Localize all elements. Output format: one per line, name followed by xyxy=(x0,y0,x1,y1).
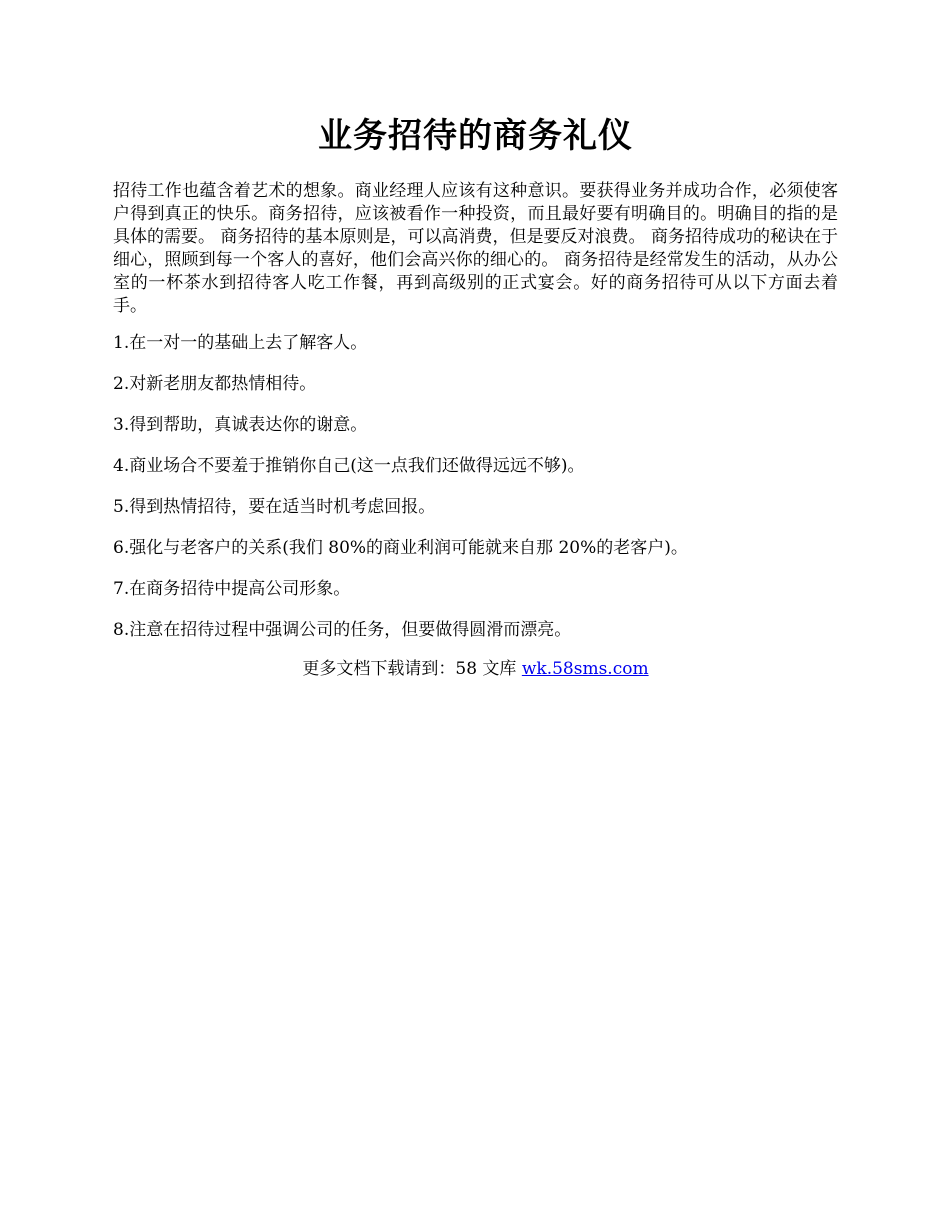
footer-text: 更多文档下载请到：58 文库 xyxy=(302,659,522,679)
tip-item-3: 3.得到帮助，真诚表达你的谢意。 xyxy=(113,415,368,435)
intro-paragraph: 招待工作也蕴含着艺术的想象。商业经理人应该有这种意识。要获得业务并成功合作，必须使客户得到真正的快乐。商务招待，应该被看作一种投资，而且最好要有明确目的。明确目的指的是具体的需要。 商务招待的基本原则是，可以高消费，但是要反对浪费。 商务招待成功的秘诀在于细心，照顾到每一个客人的喜好，他们会高兴你的细心的。 商务招待是经常发生的活动，从办公室的一杯茶水到招待客人吃工作餐，再到高级别的正式宴会。好的商务招待可从以下方面去着手。 xyxy=(113,181,838,316)
footer-link[interactable]: wk.58sms.com xyxy=(521,659,649,679)
tip-item-8: 8.注意在招待过程中强调公司的任务，但要做得圆滑而漂亮。 xyxy=(113,620,572,640)
tip-item-6: 6.强化与老客户的关系(我们 80%的商业利润可能就来自那 20%的老客户)。 xyxy=(113,538,688,558)
footer xyxy=(113,658,838,681)
document-title: 业务招待的商务礼仪 xyxy=(318,116,633,156)
tip-item-4: 4.商业场合不要羞于推销你自己(这一点我们还做得远远不够)。 xyxy=(113,456,585,476)
tip-item-7: 7.在商务招待中提高公司形象。 xyxy=(113,579,351,599)
tip-item-5: 5.得到热情招待，要在适当时机考虑回报。 xyxy=(113,497,436,517)
tip-item-2: 2.对新老朋友都热情相待。 xyxy=(113,374,317,394)
tip-item-1: 1.在一对一的基础上去了解客人。 xyxy=(113,333,368,353)
tips-list xyxy=(113,332,838,642)
